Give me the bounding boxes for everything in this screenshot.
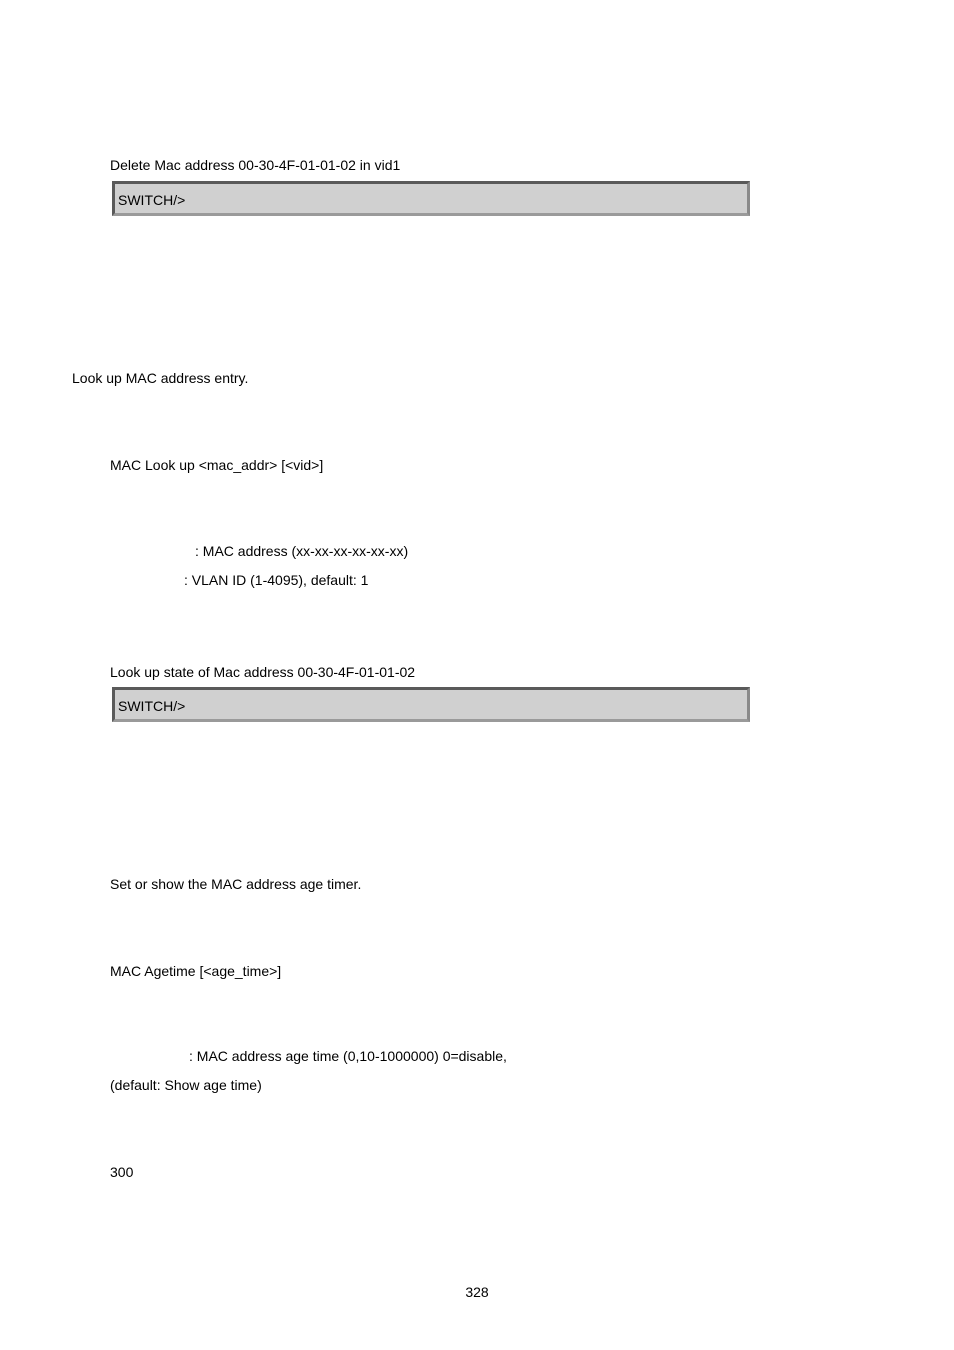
cli-prompt: SWITCH/> bbox=[118, 192, 186, 208]
cli-prompt: SWITCH/> bbox=[118, 698, 186, 714]
agetime-syntax: MAC Agetime [<age_time>] bbox=[110, 963, 282, 979]
page-number: 328 bbox=[465, 1284, 489, 1300]
agetime-param-age: : MAC address age time (0,10-1000000) 0=disable, bbox=[189, 1048, 507, 1064]
delete-example-label: Delete Mac address 00-30-4F-01-01-02 in vid1 bbox=[110, 157, 401, 173]
lookup-syntax: MAC Look up <mac_addr> [<vid>] bbox=[110, 457, 324, 473]
lookup-example-label: Look up state of Mac address 00-30-4F-01-01-02 bbox=[110, 664, 416, 680]
agetime-param-default: (default: Show age time) bbox=[110, 1077, 262, 1093]
agetime-description: Set or show the MAC address age timer. bbox=[110, 876, 362, 892]
agetime-default-value: 300 bbox=[110, 1164, 134, 1180]
cli-example-box-lookup bbox=[112, 687, 750, 722]
lookup-description: Look up MAC address entry. bbox=[72, 370, 249, 386]
cli-example-box-delete bbox=[112, 181, 750, 216]
lookup-param-vid: : VLAN ID (1-4095), default: 1 bbox=[184, 572, 369, 588]
lookup-param-mac: : MAC address (xx-xx-xx-xx-xx-xx) bbox=[195, 543, 409, 559]
